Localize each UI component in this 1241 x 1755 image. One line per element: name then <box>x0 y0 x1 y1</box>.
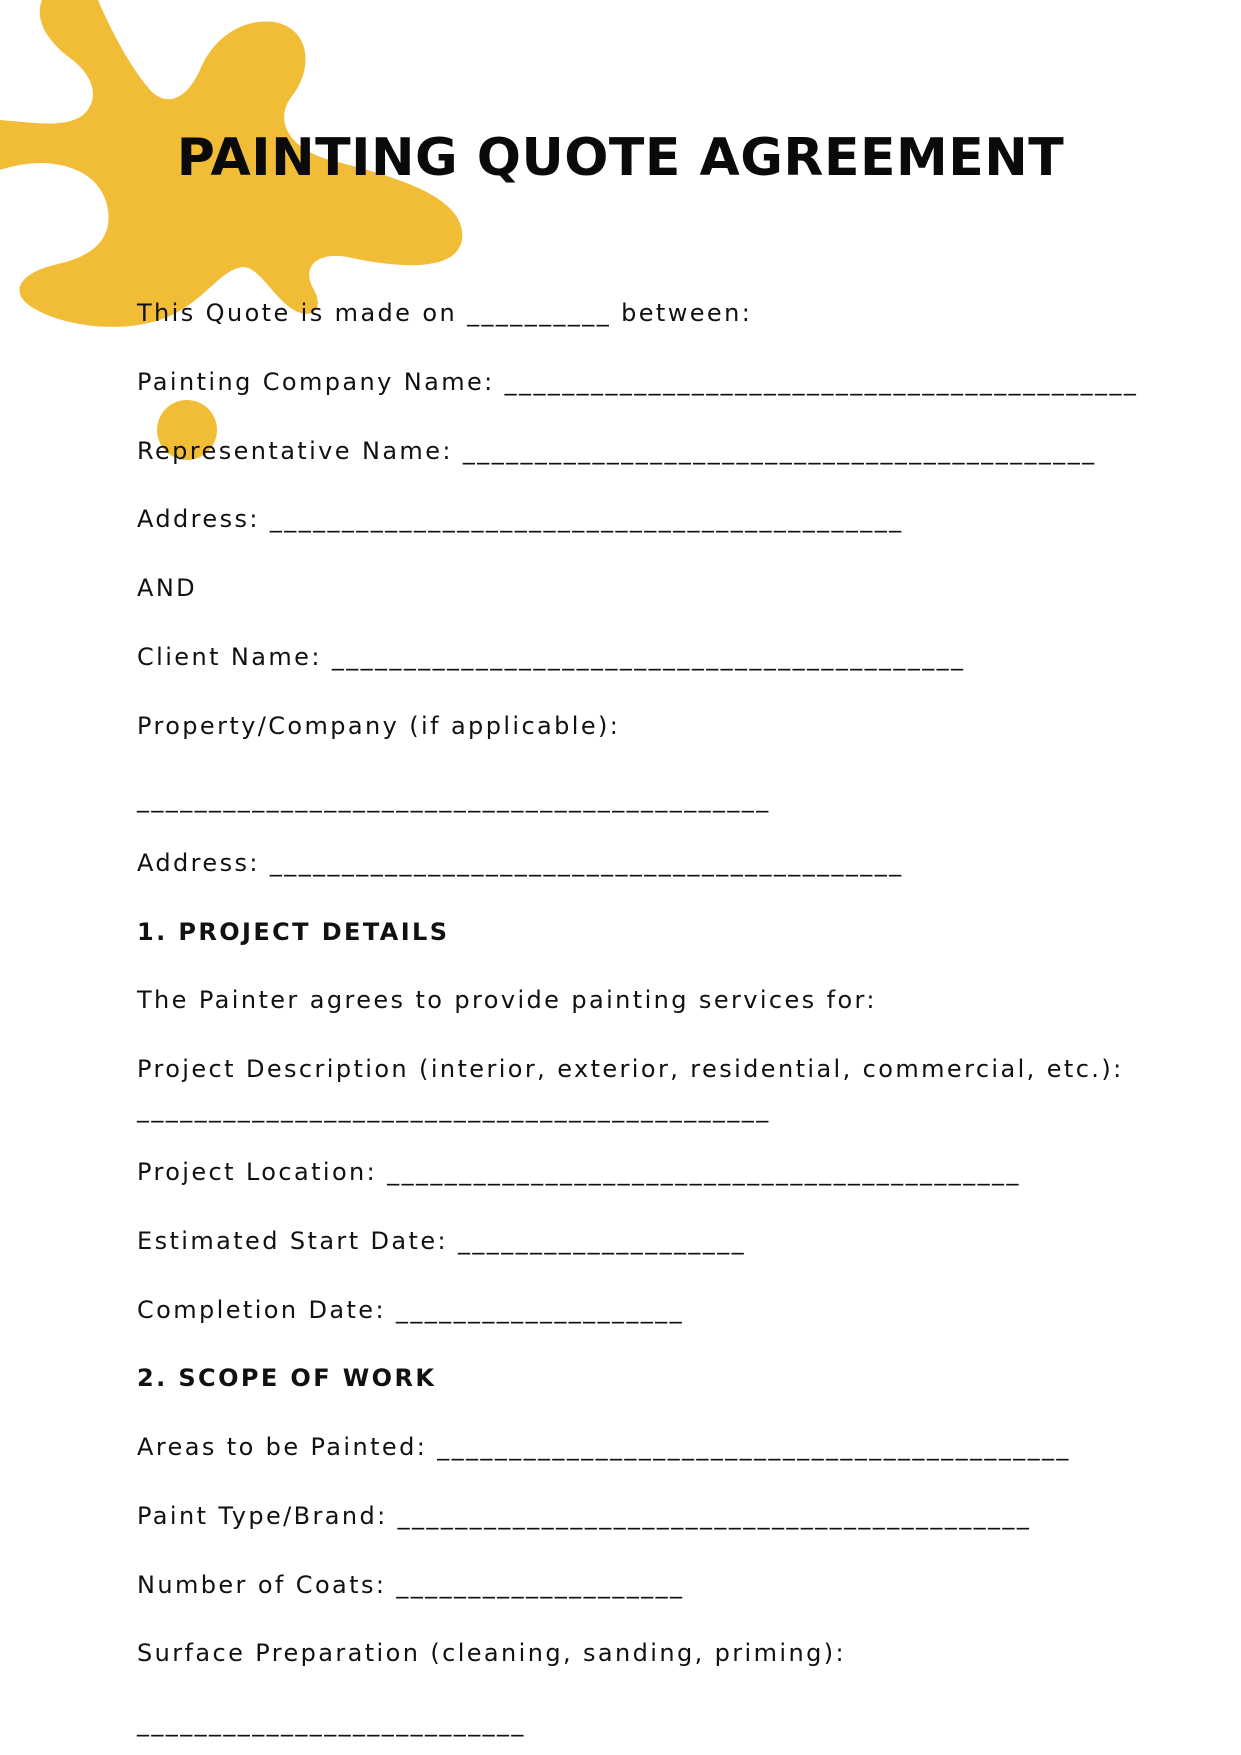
and-separator: AND <box>137 574 198 602</box>
number-of-coats-field: Number of Coats: ____________________ <box>137 1571 685 1599</box>
client-address-field: Address: ____________________________________________ <box>137 849 904 877</box>
quote-date-line: This Quote is made on __________ between: <box>137 299 753 327</box>
property-blank-field: ____________________________________________ <box>137 785 771 813</box>
services-statement: The Painter agrees to provide painting services for: <box>137 986 877 1014</box>
paint-type-field: Paint Type/Brand: ____________________________________________ <box>137 1502 1032 1530</box>
company-address-field: Address: ____________________________________________ <box>137 505 904 533</box>
completion-date-field: Completion Date: ____________________ <box>137 1296 684 1324</box>
page-title: PAINTING QUOTE AGREEMENT <box>176 128 1065 188</box>
project-location-field: Project Location: ____________________________________________ <box>137 1158 1021 1186</box>
project-description-label: Project Description (interior, exterior, residential, commercial, etc.): <box>137 1055 1124 1083</box>
section-heading-project-details: 1. PROJECT DETAILS <box>137 918 450 946</box>
client-name-field: Client Name: ____________________________________________ <box>137 643 966 671</box>
surface-preparation-blank: ___________________________ <box>137 1709 526 1737</box>
project-description-blank: ____________________________________________ <box>137 1095 771 1123</box>
section-heading-scope-of-work: 2. SCOPE OF WORK <box>137 1364 437 1392</box>
property-label: Property/Company (if applicable): <box>137 712 621 740</box>
company-name-field: Painting Company Name: ____________________________________________ <box>137 368 1139 396</box>
representative-name-field: Representative Name: ____________________________________________ <box>137 437 1097 465</box>
start-date-field: Estimated Start Date: ____________________ <box>137 1227 747 1255</box>
surface-preparation-label: Surface Preparation (cleaning, sanding, priming): <box>137 1639 846 1667</box>
areas-painted-field: Areas to be Painted: ____________________________________________ <box>137 1433 1071 1461</box>
